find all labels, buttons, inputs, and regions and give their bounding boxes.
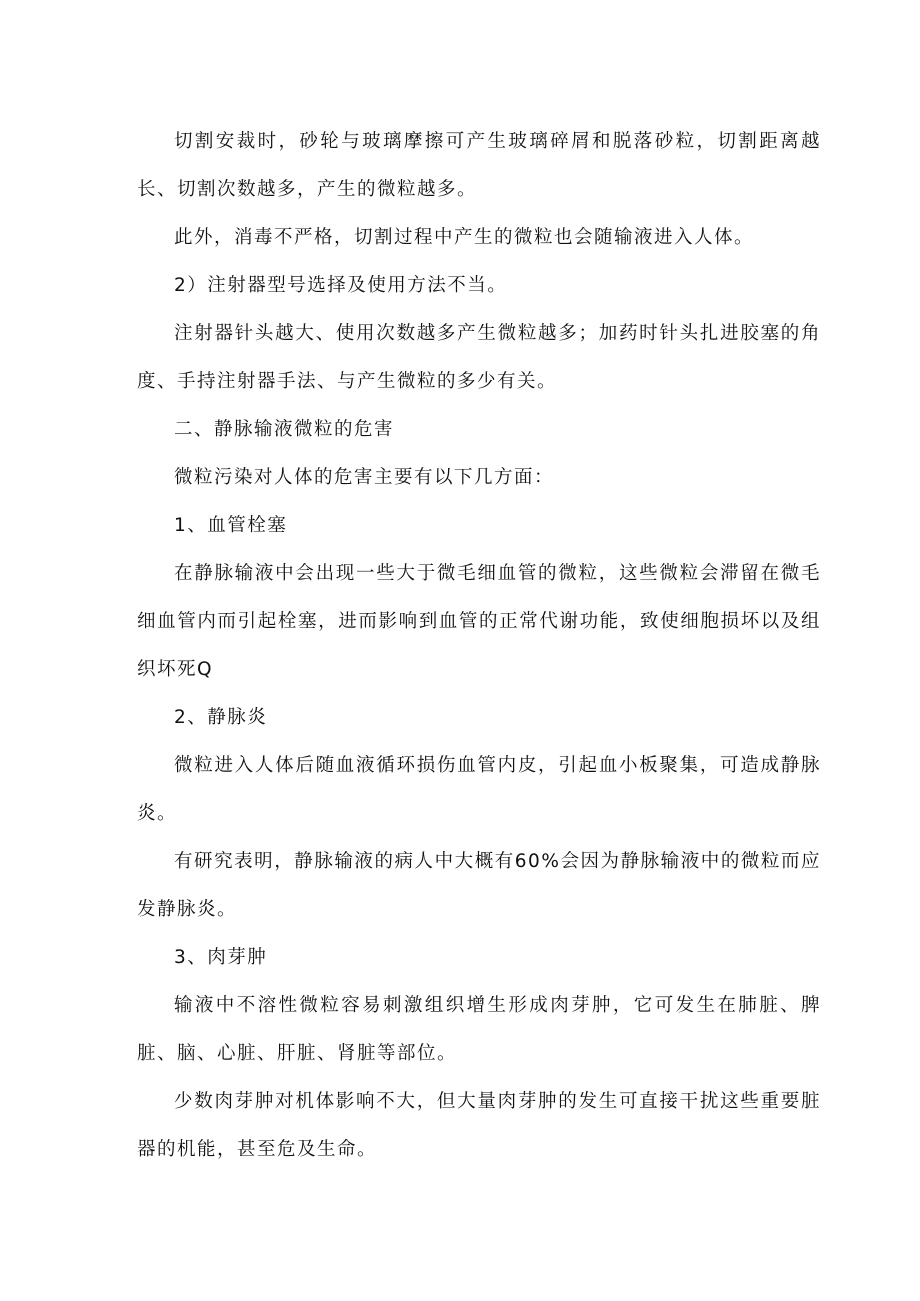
subheading-vascular-embolism: 1、血管栓塞 bbox=[174, 515, 288, 536]
section-heading-hazards: 二、静脉输液微粒的危害 bbox=[174, 419, 395, 440]
subheading-phlebitis: 2、静脉炎 bbox=[174, 707, 268, 728]
document-body bbox=[137, 118, 821, 1174]
paragraph-granuloma-effects: 少数肉芽肿对机体影响不大，但大量肉芽肿的发生可直接干扰这些重要脏器的机能，甚至危及生命。 bbox=[137, 1091, 821, 1160]
paragraph-cutting-ampoule: 切割安裁时，砂轮与玻璃摩擦可产生玻璃碎屑和脱落砂粒，切割距离越长、切割次数越多，产生的微粒越多。 bbox=[137, 131, 821, 200]
paragraph-hazards-intro: 微粒污染对人体的危害主要有以下几方面： bbox=[174, 467, 555, 488]
paragraph-granuloma-sites: 输液中不溶性微粒容易刺激组织增生形成肉芽肿，它可发生在肺脏、脾脏、脑、心脏、肝脏、肾脏等部位。 bbox=[137, 995, 821, 1064]
subheading-granuloma: 3、肉芽肿 bbox=[174, 947, 268, 968]
subheading-syringe-selection: 2）注射器型号选择及使用方法不当。 bbox=[174, 275, 508, 296]
paragraph-phlebitis-research: 有研究表明，静脉输液的病人中大概有60%会因为静脉输液中的微粒而应发静脉炎。 bbox=[137, 851, 821, 920]
paragraph-disinfection: 此外，消毒不严格，切割过程中产生的微粒也会随输液进入人体。 bbox=[174, 227, 755, 248]
paragraph-syringe-needle: 注射器针头越大、使用次数越多产生微粒越多；加药时针头扎进胶塞的角度、手持注射器手法、与产生微粒的多少有关。 bbox=[137, 323, 821, 392]
paragraph-phlebitis: 微粒进入人体后随血液循环损伤血管内皮，引起血小板聚集，可造成静脉炎。 bbox=[137, 755, 821, 824]
paragraph-embolism: 在静脉输液中会出现一些大于微毛细血管的微粒，这些微粒会滞留在微毛细血管内而引起栓塞，进而影响到血管的正常代谢功能，致使细胞损坏以及组织坏死Q bbox=[137, 563, 821, 680]
